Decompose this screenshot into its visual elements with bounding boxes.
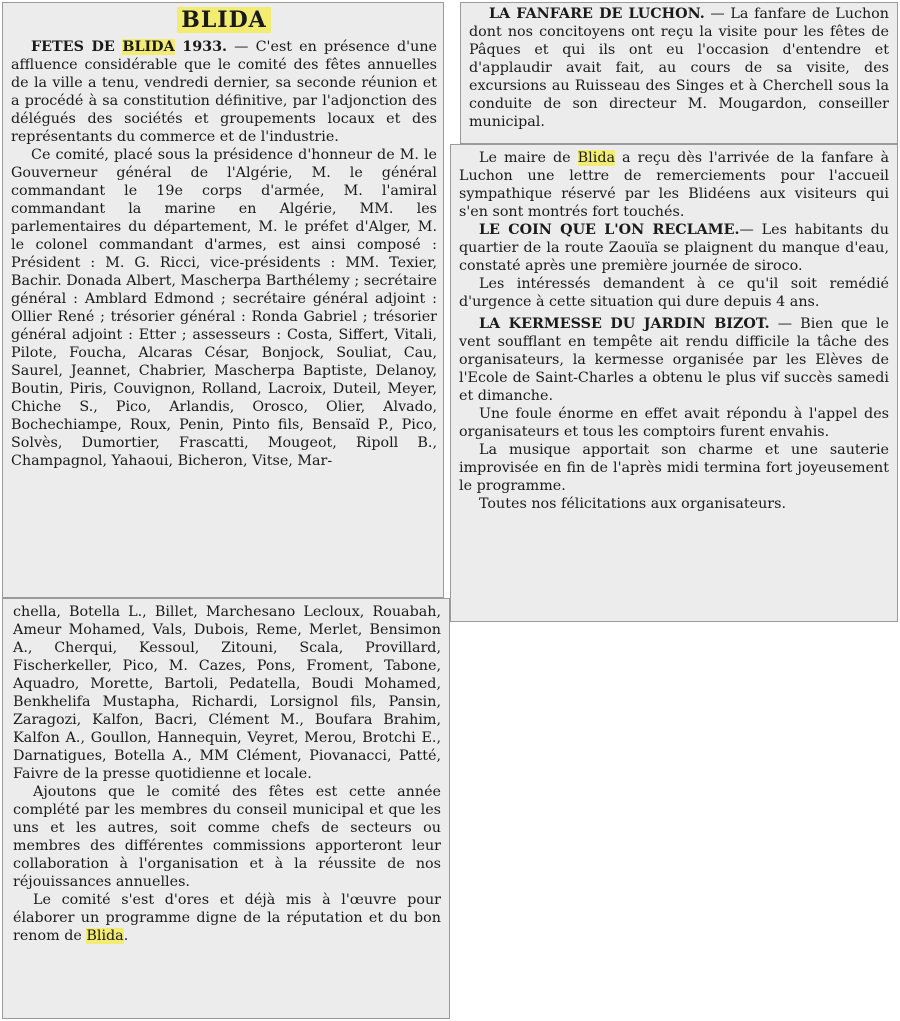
fetes-heading-year: 1933. [174,39,228,55]
article-column [3,3,443,470]
kermesse-paragraph-4: Toutes nos félicitations aux organisateurs. [479,496,787,512]
fanfare-paragraph-1 [469,5,889,131]
kermesse-p1-text: — Bien que le vent soufflant en tempête ait rendu difficile la tâche des organisateurs, la kermesse organisée par les Elèves de l'Ecole de Saint-Charles a obtenu le plus vif succès samedi et dimanche. [459,316,889,404]
coin-paragraph-2: Les intéressés demandent à ce qu'il soit remédié d'urgence à cette situation qui dure depuis 4 ans. [459,276,889,310]
fanfare-p2-post: a reçu dès l'arrivée de la fanfare à Luchon une lettre de remerciements pour l'accueil sympathique réservé par les Blidéens aux visiteurs qui s'en sont montrés fort touchés. [459,150,889,220]
clipping-news-items [450,144,898,622]
fetes-p4-place: Blida [86,928,124,944]
section-title-text: BLIDA [177,7,271,33]
fetes-paragraph-2: Ce comité, placé sous la présidence d'honneur de M. le Gouverneur général de l'Algérie, M. le général commandant le 19e corps d'armée, M. l'amiral commandant la marine en Algérie, MM. les parlementaires du département, M. le préfet d'Alger, M. le colonel commandant d'armes, est ainsi composé : Président : M. G. Ricci, vice-présidents : MM. Texier, Bachir. Donada Albert, Mascherpa Barthélemy ; secrétaire général : Amblard Edmond ; secrétaire général adjoint : Ollier René ; trésorier général : Ronda Gabriel ; trésorier général adjoint : Etter ; assesseurs : Costa, Siffert, Vitali, Pilote, Foucha, Alcaras César, Bonjock, Souliat, Cau, Saurel, Jeannet, Chabrier, Mascherpa Baptiste, Delanoy, Boutin, Piris, Couvignon, Rolland, Lacroix, Duteil, Meyer, Chiche S., Pico, Arlandis, Orosco, Olier, Alvado, Bochechiampe, Roux, Penin, Pinto fils, Bensaïd P., Pico, Solvès, Dumortier, Frascatti, Mougeot, Ripoll B., Champagnol, Yahaoui, Bicheron, Vitse, Mar- [11,147,437,469]
fetes-p4-end: . [123,928,129,944]
fanfare-p2-place: Blida [577,150,615,166]
article-column [3,599,449,945]
kermesse-paragraph-2: Une foule énorme en effet avait répondu à l'appel des organisateurs et tous les comptoirs furent envahis. [459,406,889,440]
clipping-fetes-part2 [2,598,450,1019]
kermesse-paragraph-1 [459,315,889,405]
article-column [461,3,897,131]
coin-p1-text: — Les habitants du quartier de la route Zaouïa se plaignent du manque d'eau, constaté après une première journée de siroco. [459,222,889,274]
fetes-heading-place: BLIDA [122,39,175,55]
fetes-p4-text: Le comité s'est d'ores et déjà mis à l'œuvre pour élaborer un programme digne de la réputation et du bon renom de [13,892,441,944]
fanfare-p2-pre: Le maire de [479,150,578,166]
fetes-heading-pre: FETES DE [31,39,123,55]
clipping-fetes-part1 [2,2,444,598]
fetes-paragraph-4 [13,891,441,945]
fetes-heading [31,39,227,55]
fetes-p1-text: — C'est en présence d'une affluence considérable que le comité des fêtes annuelles de la ville a tenu, vendredi dernier, sa seconde réunion et a procédé à sa constitution définitive, par l'adjonction des délégués des sociétés et groupements locaux et des représentants du commerce et de l'industrie. [11,39,437,145]
kermesse-paragraph-3: La musique apportait son charme et une sauterie improvisée en fin de l'après midi termina fort joyeusement le programme. [459,442,889,494]
coin-paragraph-1 [459,221,889,275]
fetes-paragraph-1 [11,38,437,146]
kermesse-heading: LA KERMESSE DU JARDIN BIZOT. [479,316,770,332]
fanfare-paragraph-2 [459,149,889,221]
clipping-fanfare [460,2,898,144]
coin-heading: LE COIN QUE L'ON RECLAME. [479,222,740,238]
fanfare-heading: LA FANFARE DE LUCHON. [489,6,705,22]
fetes-paragraph-2-continued: chella, Botella L., Billet, Marchesano Lecloux, Rouabah, Ameur Mohamed, Vals, Dubois, Reme, Merlet, Bensimon A., Cherqui, Kessoul, Zitouni, Scala, Provillard, Fischerkeller, Pico, M. Cazes, Pons, Froment, Tabone, Aquadro, Morette, Bartoli, Pedatella, Boudi Mohamed, Benkhelifa Mustapha, Richardi, Lorsignol fils, Pansin, Zaragozi, Kalfon, Bacri, Clément M., Boufara Brahim, Kalfon A., Goullon, Hannequin, Veyret, Merou, Brotchi E., Darnatigues, Botella A., MM Clément, Piovanacci, Patté, Faivre de la presse quotidienne et locale. [13,604,441,782]
section-title [11,7,437,33]
fanfare-p1-text: — La fanfare de Luchon dont nos concitoyens ont reçu la visite pour les fêtes de Pâques et qui ils ont eu l'occasion d'entendre et d'applaudir avait fait, au cours de sa visite, des excursions au Ruisseau des Singes et à Cherchell sous la conduite de son directeur M. Mougardon, conseiller municipal. [469,6,889,130]
article-column [451,145,897,513]
fetes-paragraph-3: Ajoutons que le comité des fêtes est cette année complété par les membres du conseil municipal et que les uns et les autres, soit comme chefs de secteurs ou membres des différentes commissions apporteront leur collaboration à l'organisation et à la réussite de nos réjouissances annuelles. [13,784,441,890]
